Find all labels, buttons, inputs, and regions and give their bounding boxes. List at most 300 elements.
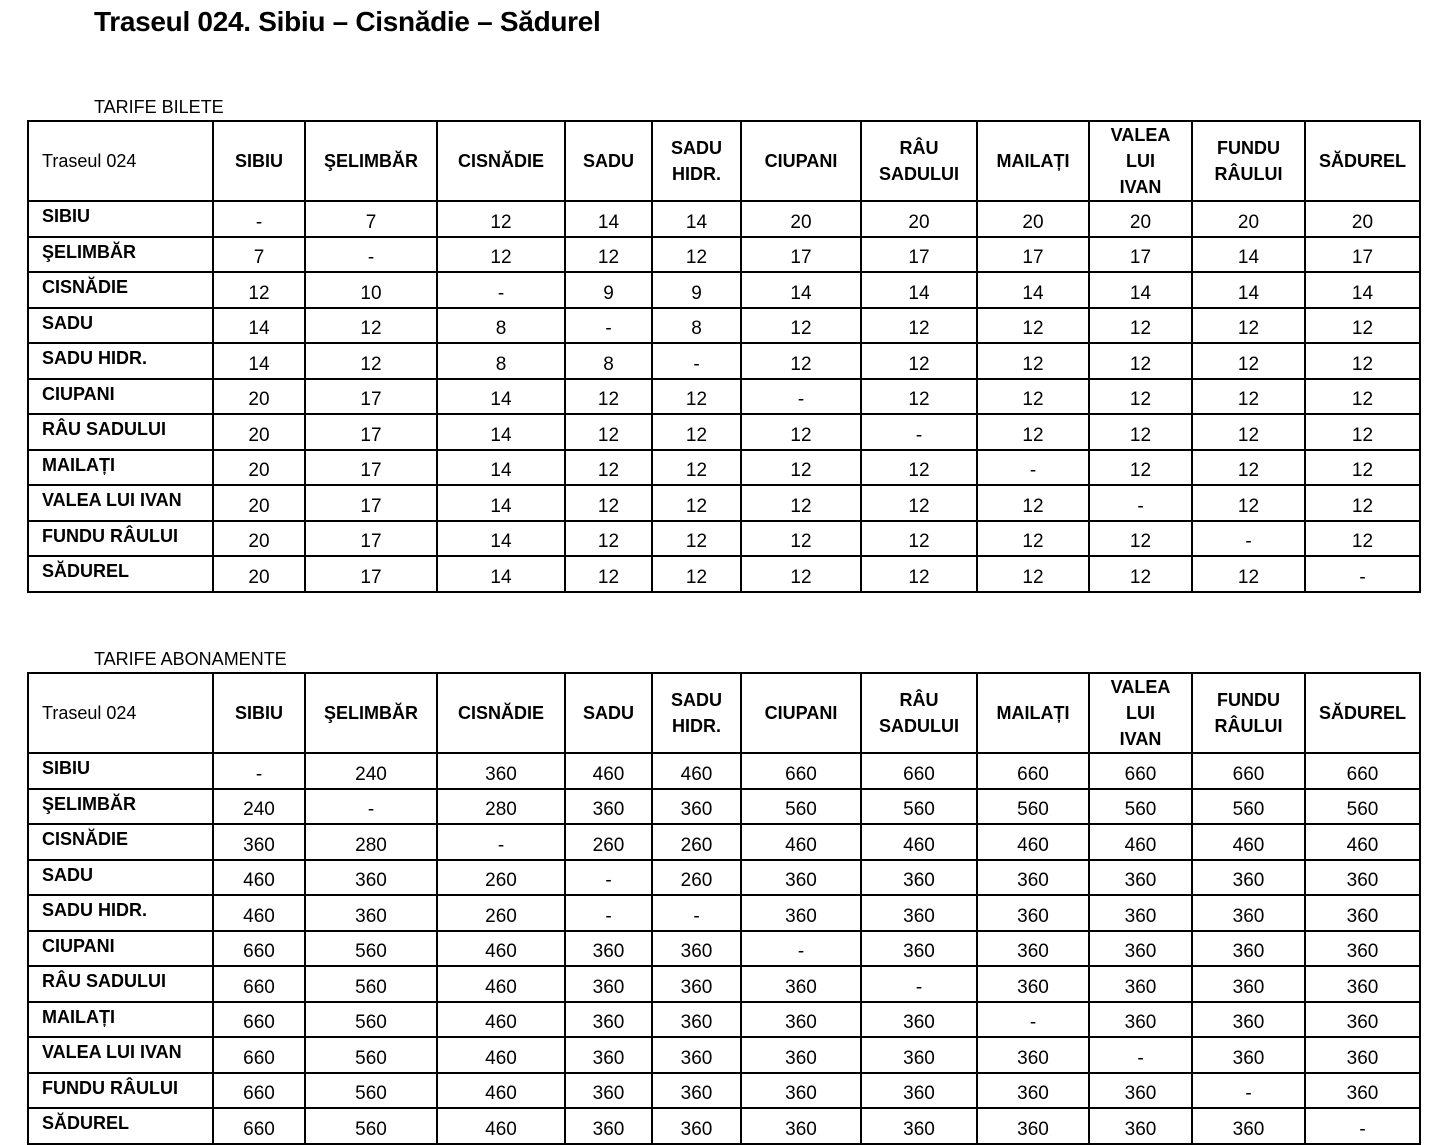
row-header: CISNĂDIE xyxy=(28,272,213,308)
fare-cell: 460 xyxy=(1305,824,1420,860)
fare-cell: 460 xyxy=(437,1037,565,1073)
fare-cell: 12 xyxy=(1089,343,1192,379)
column-header: FUNDU RÂULUI xyxy=(1192,673,1305,753)
fare-cell: 660 xyxy=(1305,753,1420,789)
section-label-bilete: TARIFE BILETE xyxy=(94,97,224,117)
fare-cell: 360 xyxy=(1192,931,1305,967)
row-header: SĂDUREL xyxy=(28,1108,213,1144)
fare-cell: - xyxy=(861,966,977,1002)
fare-cell: 560 xyxy=(741,789,861,825)
fare-cell: 14 xyxy=(652,201,741,237)
column-header: SADU HIDR. xyxy=(652,121,741,201)
fare-cell: 360 xyxy=(741,1108,861,1144)
fare-cell: 660 xyxy=(213,1002,305,1038)
fare-cell: 12 xyxy=(977,379,1089,415)
fare-cell: - xyxy=(652,895,741,931)
fare-cell: 12 xyxy=(652,521,741,557)
table-row xyxy=(28,1108,1420,1144)
fare-cell: 360 xyxy=(1192,1108,1305,1144)
row-header: FUNDU RÂULUI xyxy=(28,1073,213,1109)
fare-cell: 12 xyxy=(1192,343,1305,379)
section-label-abonamente: TARIFE ABONAMENTE xyxy=(94,649,287,669)
fare-cell: 12 xyxy=(565,414,652,450)
fare-cell: 12 xyxy=(741,521,861,557)
fare-cell: 12 xyxy=(977,556,1089,592)
column-header: CIUPANI xyxy=(741,121,861,201)
fare-cell: 360 xyxy=(565,1108,652,1144)
fare-cell: 360 xyxy=(305,895,437,931)
fare-cell: 360 xyxy=(305,860,437,896)
column-header: VALEA LUI IVAN xyxy=(1089,673,1192,753)
fare-cell: 12 xyxy=(1305,450,1420,486)
fare-cell: 12 xyxy=(437,201,565,237)
fare-table-passes xyxy=(27,672,1421,1145)
fare-cell: 260 xyxy=(652,824,741,860)
fare-cell: 14 xyxy=(977,272,1089,308)
column-header: SĂDUREL xyxy=(1305,673,1420,753)
fare-cell: 12 xyxy=(861,485,977,521)
column-header: SIBIU xyxy=(213,121,305,201)
column-header: CISNĂDIE xyxy=(437,121,565,201)
route-name-cell: Traseul 024 xyxy=(28,121,213,201)
fare-cell: 12 xyxy=(861,556,977,592)
fare-cell: 260 xyxy=(437,895,565,931)
fare-cell: 360 xyxy=(1089,860,1192,896)
fare-cell: 360 xyxy=(565,931,652,967)
fare-cell: - xyxy=(437,272,565,308)
fare-cell: 8 xyxy=(437,308,565,344)
fare-cell: 7 xyxy=(305,201,437,237)
fare-cell: 12 xyxy=(1305,521,1420,557)
table-row xyxy=(28,521,1420,557)
fare-cell: 360 xyxy=(1305,931,1420,967)
fare-cell: 360 xyxy=(861,860,977,896)
fare-cell: 14 xyxy=(1089,272,1192,308)
fare-cell: 360 xyxy=(861,1108,977,1144)
fare-cell: 360 xyxy=(977,966,1089,1002)
fare-cell: 17 xyxy=(305,485,437,521)
fare-cell: 360 xyxy=(1305,1037,1420,1073)
fare-cell: 460 xyxy=(437,1002,565,1038)
column-header: ŞELIMBĂR xyxy=(305,121,437,201)
fare-cell: 360 xyxy=(652,966,741,1002)
fare-cell: 360 xyxy=(861,895,977,931)
fare-cell: 12 xyxy=(565,379,652,415)
fare-cell: 12 xyxy=(565,521,652,557)
fare-cell: 260 xyxy=(437,860,565,896)
fare-cell: 12 xyxy=(652,556,741,592)
fare-cell: 560 xyxy=(305,1108,437,1144)
fare-cell: 660 xyxy=(213,966,305,1002)
fare-cell: 8 xyxy=(437,343,565,379)
fare-cell: 360 xyxy=(977,860,1089,896)
fare-cell: 12 xyxy=(741,308,861,344)
fare-cell: 12 xyxy=(1192,450,1305,486)
fare-cell: 560 xyxy=(305,1073,437,1109)
fare-cell: 460 xyxy=(437,966,565,1002)
fare-cell: 17 xyxy=(861,237,977,273)
fare-cell: - xyxy=(1305,556,1420,592)
fare-cell: 20 xyxy=(1089,201,1192,237)
fare-cell: 12 xyxy=(1089,450,1192,486)
fare-cell: 14 xyxy=(213,343,305,379)
fare-cell: 240 xyxy=(213,789,305,825)
fare-cell: 20 xyxy=(213,450,305,486)
fare-cell: 12 xyxy=(977,414,1089,450)
table-row xyxy=(28,1002,1420,1038)
fare-cell: 560 xyxy=(305,1002,437,1038)
row-header: RÂU SADULUI xyxy=(28,966,213,1002)
fare-cell: 17 xyxy=(1305,237,1420,273)
fare-cell: 360 xyxy=(1192,1037,1305,1073)
fare-cell: 12 xyxy=(437,237,565,273)
fare-cell: 360 xyxy=(741,966,861,1002)
fare-cell: 560 xyxy=(1192,789,1305,825)
fare-cell: 460 xyxy=(741,824,861,860)
fare-cell: 460 xyxy=(861,824,977,860)
fare-cell: - xyxy=(977,450,1089,486)
fare-cell: 360 xyxy=(565,1073,652,1109)
fare-cell: 12 xyxy=(1089,308,1192,344)
column-header: SIBIU xyxy=(213,673,305,753)
fare-cell: 360 xyxy=(1192,895,1305,931)
fare-cell: 9 xyxy=(565,272,652,308)
column-header: SADU HIDR. xyxy=(652,673,741,753)
table-row xyxy=(28,485,1420,521)
column-header: SADU xyxy=(565,121,652,201)
fare-cell: 12 xyxy=(652,485,741,521)
fare-cell: 360 xyxy=(1305,1002,1420,1038)
fare-cell: 560 xyxy=(1089,789,1192,825)
fare-cell: 660 xyxy=(213,1108,305,1144)
fare-cell: 360 xyxy=(652,1037,741,1073)
fare-cell: 20 xyxy=(213,379,305,415)
fare-cell: 20 xyxy=(213,556,305,592)
fare-cell: 12 xyxy=(1192,308,1305,344)
fare-cell: 360 xyxy=(652,1073,741,1109)
fare-cell: 20 xyxy=(861,201,977,237)
fare-cell: 360 xyxy=(565,1002,652,1038)
fare-cell: 14 xyxy=(1192,272,1305,308)
fare-cell: 12 xyxy=(861,521,977,557)
fare-cell: 12 xyxy=(741,485,861,521)
fare-cell: - xyxy=(1305,1108,1420,1144)
fare-cell: 560 xyxy=(305,966,437,1002)
header-row xyxy=(28,121,1420,201)
fare-cell: 8 xyxy=(565,343,652,379)
fare-cell: 660 xyxy=(213,931,305,967)
fare-cell: 360 xyxy=(977,895,1089,931)
fare-cell: 360 xyxy=(1089,966,1192,1002)
fare-cell: 360 xyxy=(437,753,565,789)
fare-cell: 360 xyxy=(1305,966,1420,1002)
fare-cell: 360 xyxy=(741,1037,861,1073)
fare-cell: 17 xyxy=(305,450,437,486)
fare-cell: 17 xyxy=(741,237,861,273)
column-header: VALEA LUI IVAN xyxy=(1089,121,1192,201)
fare-cell: 560 xyxy=(977,789,1089,825)
fare-cell: 660 xyxy=(977,753,1089,789)
column-header: CISNĂDIE xyxy=(437,673,565,753)
fare-cell: 660 xyxy=(213,1073,305,1109)
table-row xyxy=(28,343,1420,379)
fare-cell: 14 xyxy=(437,485,565,521)
fare-cell: 360 xyxy=(741,895,861,931)
row-header: CIUPANI xyxy=(28,379,213,415)
column-header: CIUPANI xyxy=(741,673,861,753)
row-header: RÂU SADULUI xyxy=(28,414,213,450)
fare-cell: 12 xyxy=(861,450,977,486)
fare-cell: 560 xyxy=(305,931,437,967)
fare-cell: 17 xyxy=(305,521,437,557)
row-header: SĂDUREL xyxy=(28,556,213,592)
fare-cell: 360 xyxy=(652,1002,741,1038)
fare-cell: 460 xyxy=(1192,824,1305,860)
table-row xyxy=(28,1073,1420,1109)
table-row xyxy=(28,824,1420,860)
row-header: SIBIU xyxy=(28,201,213,237)
fare-cell: 12 xyxy=(1089,379,1192,415)
column-header: RÂU SADULUI xyxy=(861,673,977,753)
fare-cell: 20 xyxy=(1192,201,1305,237)
fare-cell: 460 xyxy=(437,1108,565,1144)
row-header: SADU HIDR. xyxy=(28,895,213,931)
fare-cell: 360 xyxy=(1089,895,1192,931)
table-row xyxy=(28,237,1420,273)
fare-cell: 12 xyxy=(565,485,652,521)
table-row xyxy=(28,860,1420,896)
fare-cell: 360 xyxy=(1089,931,1192,967)
fare-cell: - xyxy=(1089,1037,1192,1073)
fare-cell: 12 xyxy=(977,308,1089,344)
fare-cell: - xyxy=(652,343,741,379)
fare-cell: 280 xyxy=(305,824,437,860)
fare-cell: - xyxy=(741,379,861,415)
row-header: CISNĂDIE xyxy=(28,824,213,860)
column-header: RÂU SADULUI xyxy=(861,121,977,201)
fare-cell: - xyxy=(565,860,652,896)
fare-cell: 360 xyxy=(1089,1073,1192,1109)
row-header: VALEA LUI IVAN xyxy=(28,485,213,521)
fare-cell: 260 xyxy=(652,860,741,896)
fare-cell: 360 xyxy=(652,931,741,967)
table-row xyxy=(28,201,1420,237)
fare-cell: 12 xyxy=(1305,308,1420,344)
fare-cell: 360 xyxy=(213,824,305,860)
fare-cell: 12 xyxy=(1192,379,1305,415)
table-row xyxy=(28,789,1420,825)
table-row xyxy=(28,414,1420,450)
fare-cell: 280 xyxy=(437,789,565,825)
fare-cell: 14 xyxy=(437,521,565,557)
fare-cell: 14 xyxy=(1305,272,1420,308)
fare-cell: 460 xyxy=(213,860,305,896)
fare-cell: 8 xyxy=(652,308,741,344)
row-header: SADU xyxy=(28,860,213,896)
fare-cell: 12 xyxy=(1089,521,1192,557)
table-row xyxy=(28,753,1420,789)
row-header: SIBIU xyxy=(28,753,213,789)
row-header: ŞELIMBĂR xyxy=(28,789,213,825)
fare-cell: 12 xyxy=(652,450,741,486)
fare-cell: 12 xyxy=(305,343,437,379)
fare-cell: 9 xyxy=(652,272,741,308)
fare-cell: - xyxy=(305,237,437,273)
table-row xyxy=(28,931,1420,967)
row-header: MAILAȚI xyxy=(28,450,213,486)
fare-cell: 17 xyxy=(305,556,437,592)
fare-cell: - xyxy=(861,414,977,450)
column-header: ŞELIMBĂR xyxy=(305,673,437,753)
fare-cell: 360 xyxy=(741,1002,861,1038)
fare-cell: - xyxy=(565,895,652,931)
fare-cell: 660 xyxy=(741,753,861,789)
fare-cell: - xyxy=(305,789,437,825)
fare-cell: 12 xyxy=(741,556,861,592)
fare-cell: 12 xyxy=(1089,556,1192,592)
fare-cell: 12 xyxy=(1192,414,1305,450)
fare-cell: 360 xyxy=(1089,1002,1192,1038)
row-header: SADU xyxy=(28,308,213,344)
row-header: VALEA LUI IVAN xyxy=(28,1037,213,1073)
fare-cell: 560 xyxy=(861,789,977,825)
route-name-cell: Traseul 024 xyxy=(28,673,213,753)
fare-cell: 14 xyxy=(213,308,305,344)
fare-cell: 460 xyxy=(565,753,652,789)
row-header: CIUPANI xyxy=(28,931,213,967)
fare-cell: 17 xyxy=(977,237,1089,273)
fare-cell: 360 xyxy=(1305,1073,1420,1109)
fare-cell: 12 xyxy=(305,308,437,344)
fare-cell: 10 xyxy=(305,272,437,308)
fare-cell: 12 xyxy=(741,343,861,379)
fare-cell: 560 xyxy=(1305,789,1420,825)
fare-cell: - xyxy=(213,753,305,789)
fare-cell: 360 xyxy=(652,1108,741,1144)
fare-cell: 14 xyxy=(565,201,652,237)
column-header: SADU xyxy=(565,673,652,753)
column-header: MAILAȚI xyxy=(977,121,1089,201)
fare-cell: 360 xyxy=(741,860,861,896)
fare-cell: 12 xyxy=(652,379,741,415)
fare-cell: - xyxy=(1089,485,1192,521)
fare-cell: 12 xyxy=(861,343,977,379)
fare-cell: - xyxy=(1192,1073,1305,1109)
table-row xyxy=(28,966,1420,1002)
fare-cell: 12 xyxy=(741,414,861,450)
fare-cell: - xyxy=(741,931,861,967)
fare-cell: 17 xyxy=(305,414,437,450)
fare-cell: 12 xyxy=(652,237,741,273)
table-row xyxy=(28,1037,1420,1073)
fare-cell: 12 xyxy=(1089,414,1192,450)
row-header: SADU HIDR. xyxy=(28,343,213,379)
table-row xyxy=(28,895,1420,931)
fare-cell: 7 xyxy=(213,237,305,273)
table-row xyxy=(28,379,1420,415)
fare-cell: 14 xyxy=(437,379,565,415)
header-row xyxy=(28,673,1420,753)
fare-cell: 660 xyxy=(1192,753,1305,789)
fare-cell: 360 xyxy=(861,1073,977,1109)
fare-cell: 12 xyxy=(565,556,652,592)
table-row xyxy=(28,272,1420,308)
fare-cell: 660 xyxy=(861,753,977,789)
fare-cell: 660 xyxy=(213,1037,305,1073)
fare-cell: 20 xyxy=(1305,201,1420,237)
fare-cell: 360 xyxy=(565,789,652,825)
fare-cell: 360 xyxy=(977,1073,1089,1109)
fare-cell: 14 xyxy=(437,450,565,486)
fare-table-tickets xyxy=(27,120,1421,593)
fare-cell: 360 xyxy=(977,1037,1089,1073)
fare-cell: 12 xyxy=(213,272,305,308)
fare-cell: 360 xyxy=(1192,1002,1305,1038)
column-header: FUNDU RÂULUI xyxy=(1192,121,1305,201)
fare-cell: 12 xyxy=(1192,556,1305,592)
fare-cell: - xyxy=(1192,521,1305,557)
fare-cell: 360 xyxy=(1192,966,1305,1002)
fare-cell: 240 xyxy=(305,753,437,789)
fare-cell: 360 xyxy=(1305,895,1420,931)
fare-cell: 460 xyxy=(652,753,741,789)
fare-cell: - xyxy=(213,201,305,237)
row-header: ŞELIMBĂR xyxy=(28,237,213,273)
fare-cell: 20 xyxy=(213,521,305,557)
fare-cell: 17 xyxy=(1089,237,1192,273)
fare-cell: 20 xyxy=(213,414,305,450)
fare-cell: - xyxy=(437,824,565,860)
table-row xyxy=(28,556,1420,592)
fare-cell: 360 xyxy=(565,966,652,1002)
fare-cell: 360 xyxy=(565,1037,652,1073)
fare-cell: 12 xyxy=(861,308,977,344)
column-header: SĂDUREL xyxy=(1305,121,1420,201)
fare-cell: 260 xyxy=(565,824,652,860)
row-header: MAILAȚI xyxy=(28,1002,213,1038)
fare-cell: 360 xyxy=(1089,1108,1192,1144)
row-header: FUNDU RÂULUI xyxy=(28,521,213,557)
fare-cell: 12 xyxy=(977,485,1089,521)
fare-cell: 12 xyxy=(1305,343,1420,379)
fare-cell: - xyxy=(977,1002,1089,1038)
fare-cell: 20 xyxy=(977,201,1089,237)
fare-cell: 360 xyxy=(861,1002,977,1038)
fare-cell: 360 xyxy=(861,1037,977,1073)
fare-cell: 660 xyxy=(1089,753,1192,789)
fare-cell: 460 xyxy=(213,895,305,931)
fare-cell: 20 xyxy=(741,201,861,237)
fare-cell: 12 xyxy=(565,237,652,273)
fare-cell: 360 xyxy=(741,1073,861,1109)
fare-cell: 17 xyxy=(305,379,437,415)
fare-cell: 560 xyxy=(305,1037,437,1073)
fare-cell: 360 xyxy=(977,931,1089,967)
fare-cell: 360 xyxy=(861,931,977,967)
fare-cell: 12 xyxy=(652,414,741,450)
fare-cell: 14 xyxy=(861,272,977,308)
table-row xyxy=(28,308,1420,344)
fare-cell: 360 xyxy=(1305,860,1420,896)
fare-cell: 12 xyxy=(1305,414,1420,450)
page-title: Traseul 024. Sibiu – Cisnădie – Sădurel xyxy=(94,6,601,37)
fare-cell: 14 xyxy=(437,414,565,450)
fare-cell: 12 xyxy=(1192,485,1305,521)
fare-cell: 360 xyxy=(977,1108,1089,1144)
fare-cell: 14 xyxy=(437,556,565,592)
fare-cell: 360 xyxy=(1192,860,1305,896)
column-header: MAILAȚI xyxy=(977,673,1089,753)
